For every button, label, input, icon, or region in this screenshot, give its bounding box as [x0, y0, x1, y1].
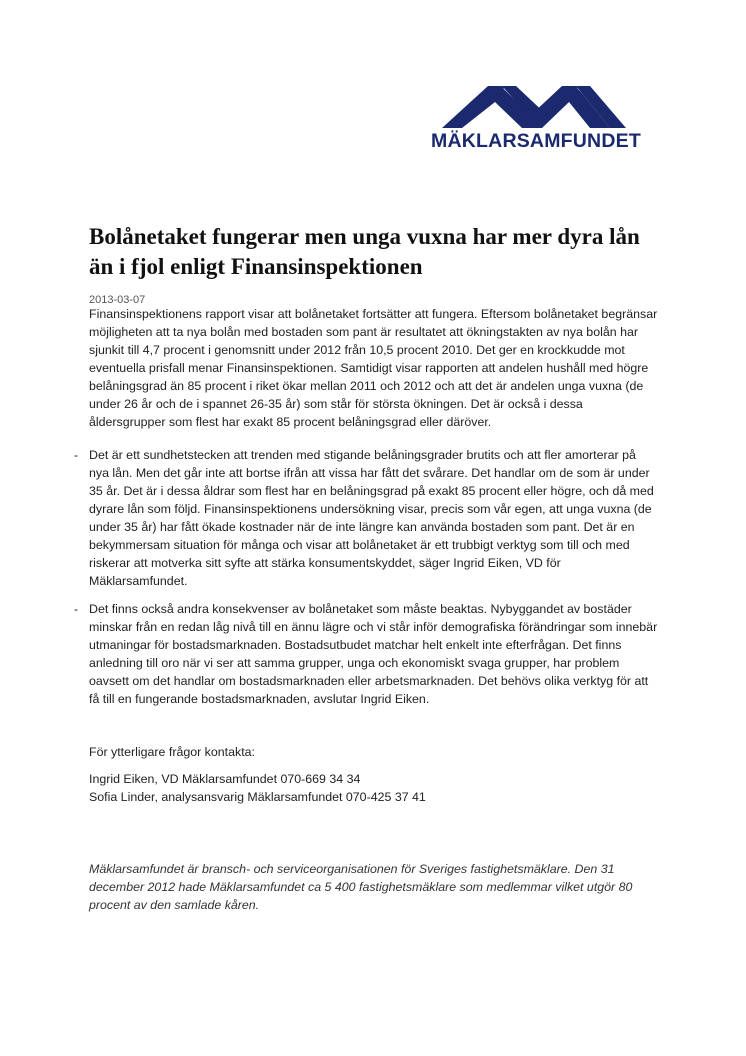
contact-line: Sofia Linder, analysansvarig Mäklarsamfundet 070-425 37 41 [89, 790, 426, 804]
page-title: Bolånetaket fungerar men unga vuxna har mer dyra lån än i fjol enligt Finansinspektionen [89, 224, 640, 279]
logo-wordmark: MÄKLARSAMFUNDET [431, 130, 641, 152]
maklarsamfundet-logo [418, 86, 654, 158]
roof-mark-icon [442, 86, 632, 128]
contact-list [89, 770, 659, 806]
contact-heading: För ytterligare frågor kontakta: [89, 745, 255, 759]
bullet-dash: - [74, 448, 79, 462]
bullet-dash: - [74, 602, 79, 616]
footer-boilerplate: Mäklarsamfundet är bransch- och serviceorganisationen för Sveriges fastighetsmäklare. Den 31 december 2012 hade Mäklarsamfundet ca 5 400 fastighetsmäklare som medlemmar vilket utgör 80 procent av den samlade kåren. [89, 862, 633, 912]
bullet-paragraph-1: Det är ett sundhetstecken att trenden med stigande belåningsgrader brutits och att fler amorterar på nya lån. Men det går inte att bortse ifrån att vissa har fått det svårare. Det handlar om de som är under 35 år. Det är i dessa åldrar som flest har en belåningsgrad på exakt 85 procent eller högre, och då med dyrare lån som följd. Finansinspektionens undersökning visar, precis som vår egen, att unga vuxna (de under 35 år) har fått ökade kostnader när de inte längre kan använda bostaden som pant. Det är en bekymmersam situation för många och visar att bolånetaket är ett trubbigt verktyg som till och med riskerar att motverka sitt syfte att stärka konsumentskyddet, säger Ingrid Eiken, VD för Mäklarsamfundet. [89, 448, 654, 588]
bullet-paragraph-2: Det finns också andra konsekvenser av bolånetaket som måste beaktas. Nybyggandet av bostäder minskar från en redan låg nivå till en ännu lägre och vi står inför demografiska förändringar som innebär utmaningar för bostadsmarknaden. Bostadsutbudet matchar helt enkelt inte efterfrågan. Det finns anledning till oro när vi ser att samma grupper, unga och ekonomiskt svaga grupper, har problem oavsett om det handlar om bostadsmarknaden eller arbetsmarknaden. Det behövs olika verktyg för att få till en fungerande bostadsmarknaden, avslutar Ingrid Eiken. [89, 602, 658, 706]
publish-date: 2013-03-07 [89, 294, 146, 306]
intro-paragraph: Finansinspektionens rapport visar att bolånetaket fortsätter att fungera. Eftersom bolånetaket begränsar möjligheten att ta nya bolån med bostaden som pant är resultatet att ökningstakten av nya bolån har sjunkit till 4,7 procent i genomsnitt under 2012 från 10,5 procent 2010. Det ger en krockkudde mot eventuella prisfall menar Finansinspektionen. Samtidigt visar rapporten att andelen hushåll med högre belåningsgrad än 85 procent i riket ökar mellan 2011 och 2012 och att det är andelen unga vuxna (de under 26 år och de i spannet 26-35 år) som står för största ökningen. Det är också i dessa åldersgrupper som flest har exakt 85 procent belåningsgrad eller däröver. [89, 307, 658, 429]
contact-line: Ingrid Eiken, VD Mäklarsamfundet 070-669 34 34 [89, 772, 361, 786]
